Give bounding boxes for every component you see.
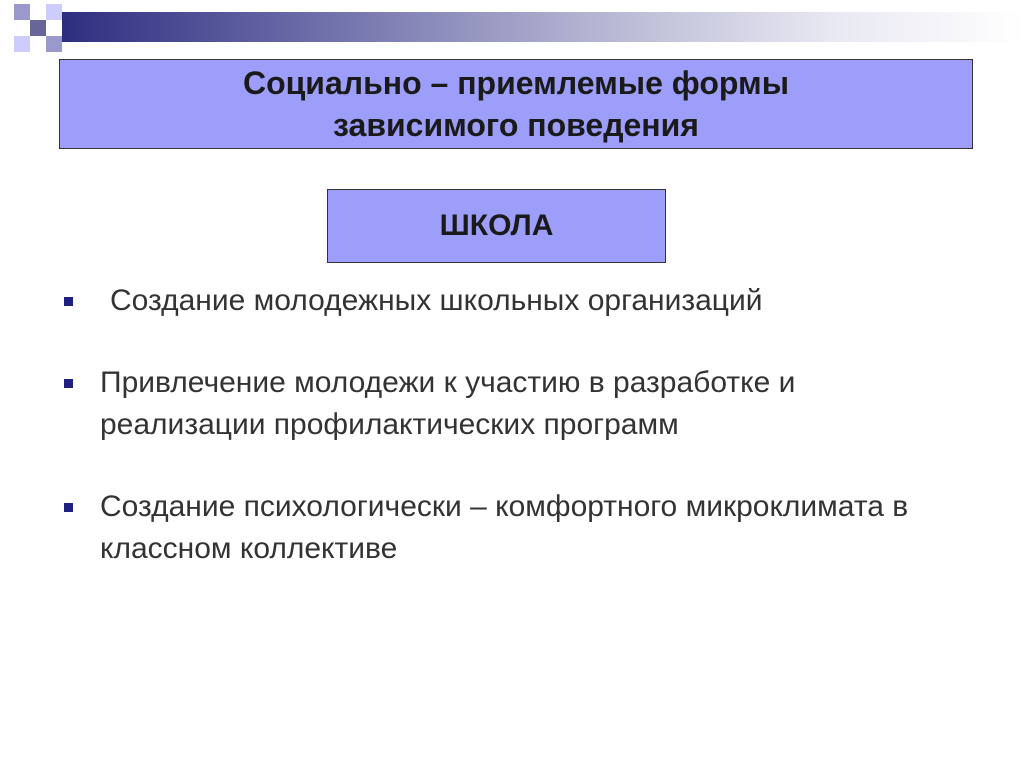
square-bullet-icon [64,297,73,306]
decorative-square [46,4,62,20]
square-bullet-icon [64,503,73,512]
square-bullet-icon [64,379,73,388]
slide-title: Социально – приемлемые формы зависимого поведения [242,65,790,143]
slide-subtitle: ШКОЛА [439,209,554,242]
decorative-square [14,36,30,52]
bullet-item [64,362,964,446]
subtitle-box [327,189,666,263]
decorative-square [30,4,46,20]
decorative-square [14,20,30,36]
decorative-square [30,20,46,36]
bullet-item [64,280,964,322]
decorative-square [14,4,30,20]
bullet-text: Привлечение молодежи к участию в разработке и реализации профилактических программ [100,366,796,441]
decorative-square [46,20,62,36]
decorative-square [30,36,46,52]
bullet-list [64,280,964,610]
decorative-square [46,36,62,52]
title-box [59,59,973,149]
header-gradient-bar [62,12,1024,42]
bullet-text: Создание молодежных школьных организаций [110,284,763,317]
bullet-text: Создание психологически – комфортного микроклимата в классном коллективе [100,490,909,565]
bullet-item [64,486,964,570]
